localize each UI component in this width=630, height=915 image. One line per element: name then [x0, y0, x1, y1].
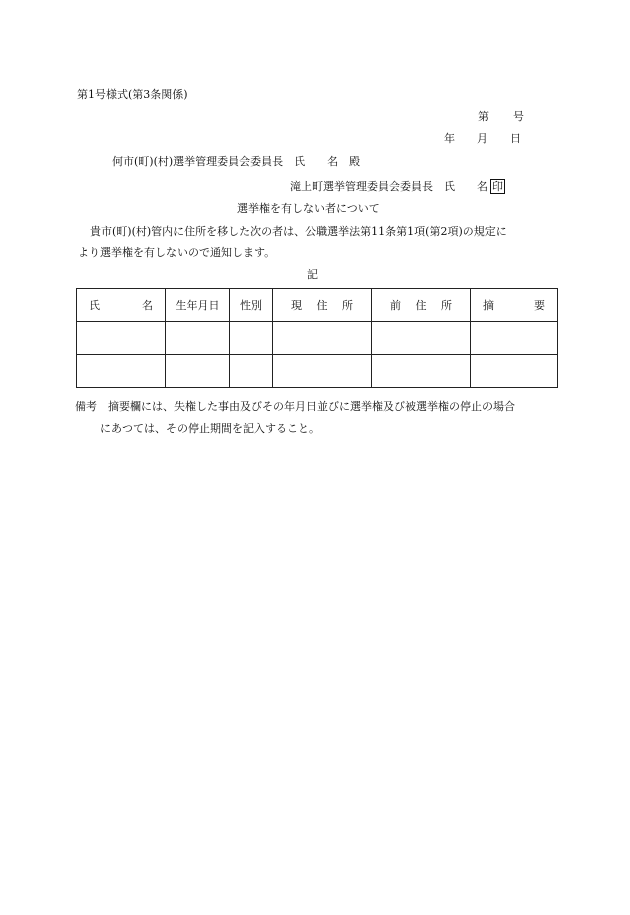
date-day-label: 日	[510, 132, 521, 145]
note-line-2: にあつては、その停止期間を記入すること。	[100, 422, 320, 435]
body-line-1: 貴市(町)(村)管内に住所を移した次の者は、公職選挙法第11条第1項(第2項)の規定に	[90, 225, 507, 238]
header-current-address: 現 住 所	[273, 289, 372, 322]
table-cell	[471, 355, 558, 388]
header-remarks: 摘 要	[471, 289, 558, 322]
date-line	[444, 133, 521, 144]
table-cell	[372, 355, 471, 388]
table-cell	[273, 322, 372, 355]
ki-heading: 記	[307, 268, 318, 281]
document-number-line	[478, 111, 524, 122]
table-header-row	[77, 289, 558, 322]
table-cell	[166, 322, 230, 355]
sender-text: 滝上町選挙管理委員会委員長 氏 名	[290, 180, 488, 193]
form-title: 第1号様式(第3条関係)	[77, 88, 188, 101]
date-year-label: 年	[444, 132, 455, 145]
table-row	[77, 355, 558, 388]
header-previous-address: 前 住 所	[372, 289, 471, 322]
sender	[290, 179, 505, 194]
number-label-go: 号	[513, 110, 524, 123]
table-cell	[273, 355, 372, 388]
table-row	[77, 322, 558, 355]
body-line-2: より選挙権を有しないので通知します。	[78, 246, 276, 259]
table-cell	[166, 355, 230, 388]
table-cell	[471, 322, 558, 355]
subject-heading: 選挙権を有しない者について	[237, 202, 380, 215]
table-cell	[77, 355, 166, 388]
number-label-dai: 第	[478, 110, 489, 123]
table-cell	[230, 322, 273, 355]
seal-stamp: 印	[492, 180, 503, 193]
header-sex: 性別	[230, 289, 273, 322]
header-birthdate: 生年月日	[166, 289, 230, 322]
date-month-label: 月	[477, 132, 488, 145]
roster-table	[76, 288, 558, 388]
note-line-1: 備考 摘要欄には、失権した事由及びその年月日並びに選挙権及び被選挙権の停止の場合	[75, 400, 515, 413]
table-cell	[372, 322, 471, 355]
table-cell	[230, 355, 273, 388]
addressee: 何市(町)(村)選挙管理委員会委員長 氏 名 殿	[112, 155, 361, 168]
table-cell	[77, 322, 166, 355]
header-name: 氏 名	[77, 289, 166, 322]
